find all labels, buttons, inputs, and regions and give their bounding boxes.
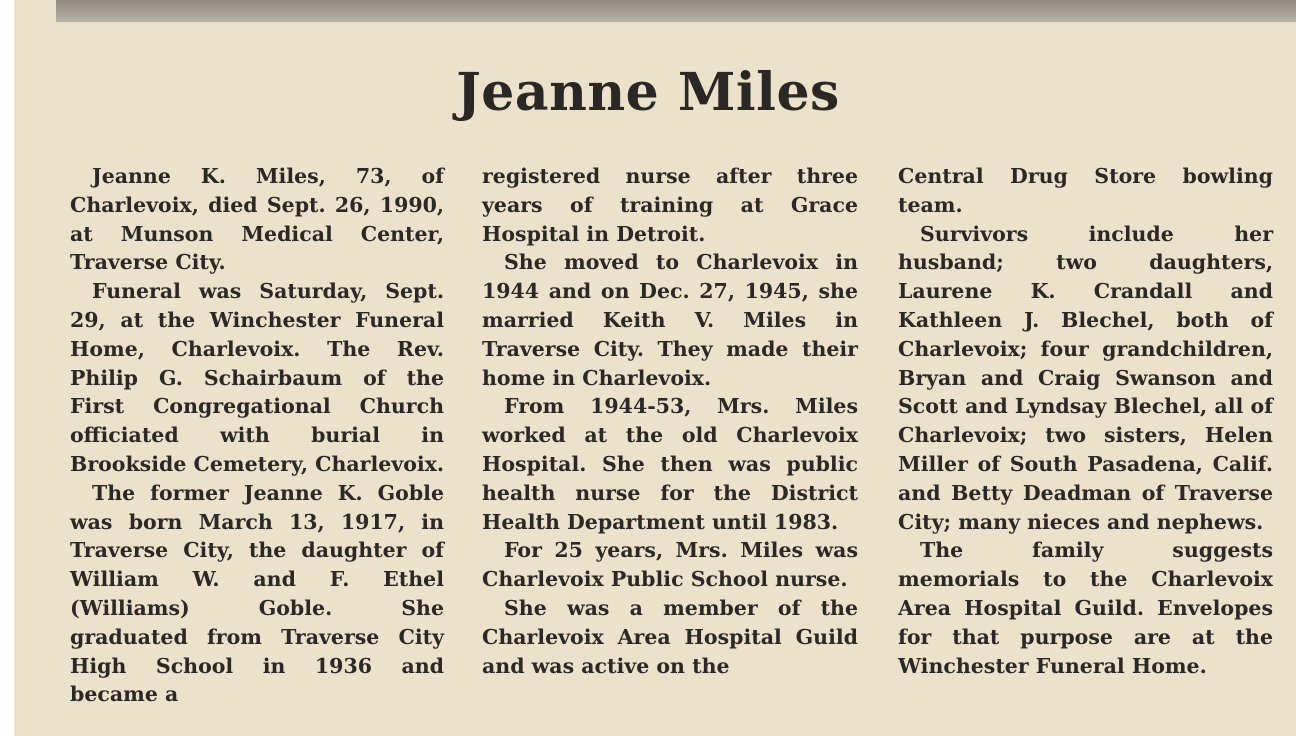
paragraph: The former Jeanne K. Goble was born March 13, 1917, in Traverse City, the daughter of William W. and F. Ethel (Williams) Goble. She graduated from Traverse City High School in 1936 and became a bbox=[70, 480, 444, 707]
paragraph: Central Drug Store bowling team. bbox=[898, 164, 1273, 217]
paragraph: From 1944-53, Mrs. Miles worked at the old Charlevoix Hospital. She then was public health nurse for the District Health Department until 1983. bbox=[482, 394, 858, 534]
article-column-2 bbox=[482, 162, 858, 680]
paragraph: Jeanne K. Miles, 73, of Charlevoix, died Sept. 26, 1990, at Munson Medical Center, Traverse City. bbox=[70, 164, 444, 275]
paragraph: registered nurse after three years of training at Grace Hospital in Detroit. bbox=[482, 164, 858, 246]
paragraph: Funeral was Saturday, Sept. 29, at the Winchester Funeral Home, Charlevoix. The Rev. Philip G. Schairbaum of the First Congregational Church officiated with burial in Brookside Cemetery, Charlevoix. bbox=[70, 279, 445, 476]
article-column-1 bbox=[70, 162, 444, 709]
paragraph: Survivors include her husband; two daughters, Laurene K. Crandall and Kathleen J. Blechel, both of Charlevoix; four grandchildren, Bryan and Craig Swanson and Scott and Lyndsay Blechel, all of Charlevoix; two sisters, Helen Miller of South Pasadena, Calif. and Betty Deadman of Traverse City; many nieces and nephews. bbox=[898, 221, 1273, 534]
paragraph: The family suggests memorials to the Charlevoix Area Hospital Guild. Envelopes for that purpose are at the Winchester Funeral Home. bbox=[898, 538, 1273, 678]
paragraph: She moved to Charlevoix in 1944 and on Dec. 27, 1945, she married Keith V. Miles in Traverse City. They made their home in Charlevoix. bbox=[482, 250, 858, 390]
paragraph: She was a member of the Charlevoix Area Hospital Guild and was active on the bbox=[482, 595, 858, 678]
article-column-3 bbox=[898, 162, 1273, 680]
scan-edge-band bbox=[56, 0, 1296, 22]
obituary-headline: Jeanne Miles bbox=[456, 62, 840, 123]
paragraph: For 25 years, Mrs. Miles was Charlevoix Public School nurse. bbox=[482, 538, 858, 592]
